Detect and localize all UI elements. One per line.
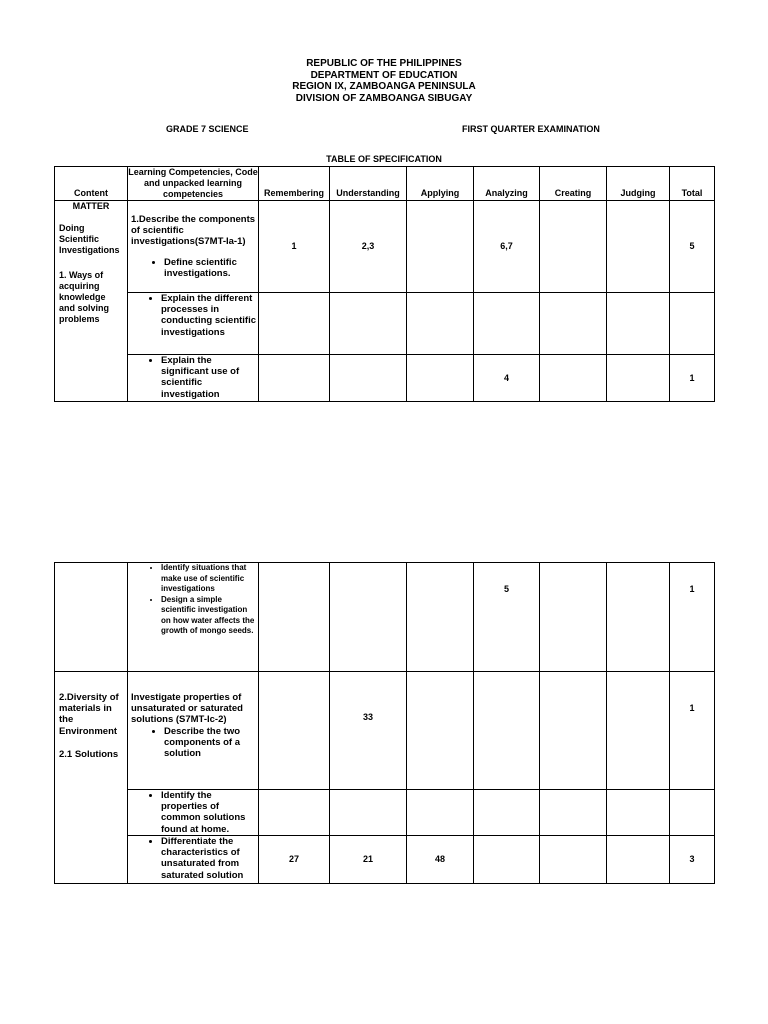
table-row	[55, 672, 715, 790]
cell-analyzing	[474, 790, 540, 836]
cell-applying	[407, 790, 474, 836]
header-total: Total	[670, 167, 715, 201]
cell-understanding	[330, 355, 407, 402]
competency-bullet: • Differentiate the characteristics of unsaturated from saturated solution	[161, 836, 258, 881]
cell-creating	[540, 355, 607, 402]
competency-text: Investigate properties of unsaturated or saturated solutions (S7MT-Ic-2)	[131, 692, 243, 726]
content-subtopic: 1. Ways of acquiring knowledge and solving problems	[59, 270, 110, 324]
table-row	[55, 836, 715, 884]
specification-table-page-1	[54, 166, 715, 402]
competency-bullet: • Define scientific investigations.	[164, 257, 258, 279]
competency-bullet: • Identify situations that make use of scientific investigations	[161, 563, 258, 595]
header-line-4: DIVISION OF ZAMBOANGA SIBUGAY	[295, 92, 473, 104]
cell-remembering	[259, 672, 330, 790]
competency-cell	[128, 836, 259, 884]
cell-total: 1	[670, 355, 715, 402]
cell-applying	[407, 293, 474, 355]
header-remembering: Remembering	[259, 167, 330, 201]
cell-applying	[407, 355, 474, 402]
competency-cell	[128, 563, 259, 672]
cell-creating	[540, 293, 607, 355]
competency-text: 1.Describe the components of scientific investigations(S7MT-Ia-1)	[131, 213, 256, 248]
competency-bullet: • Identify the properties of common solutions found at home.	[161, 790, 258, 835]
header-competencies: Learning Competencies, Code and unpacked learning competencies	[128, 167, 258, 199]
cell-creating	[540, 672, 607, 790]
cell-analyzing	[474, 836, 540, 884]
cell-remembering	[259, 790, 330, 836]
competency-cell	[128, 201, 259, 293]
competency-bullet: • Design a simple scientific investigation on how water affects the growth of mongo seeds.	[161, 595, 258, 637]
cell-analyzing: 4	[474, 355, 540, 402]
competency-bullet: • Explain the different processes in conducting scientific investigations	[161, 293, 258, 338]
header-applying: Applying	[407, 167, 474, 201]
cell-understanding	[330, 293, 407, 355]
cell-analyzing	[474, 293, 540, 355]
cell-total: 5	[670, 201, 715, 293]
content-matter: MATTER	[72, 201, 110, 211]
cell-remembering	[259, 355, 330, 402]
subject-label: GRADE 7 SCIENCE	[166, 124, 249, 134]
header-judging: Judging	[607, 167, 670, 201]
header-line-2: DEPARTMENT OF EDUCATION	[310, 69, 458, 81]
header-understanding: Understanding	[330, 167, 407, 201]
cell-total	[670, 293, 715, 355]
cell-understanding	[330, 563, 407, 672]
cell-applying: 48	[407, 836, 474, 884]
competency-cell	[128, 790, 259, 836]
cell-understanding: 33	[330, 672, 407, 790]
content-cell	[55, 201, 128, 402]
cell-judging	[607, 355, 670, 402]
cell-applying	[407, 672, 474, 790]
cell-analyzing: 6,7	[474, 201, 540, 293]
competency-cell	[128, 293, 259, 355]
cell-total: 1	[670, 672, 715, 790]
document-header	[0, 58, 768, 104]
table-row	[55, 293, 715, 355]
table-row	[55, 790, 715, 836]
cell-creating	[540, 836, 607, 884]
cell-understanding	[330, 790, 407, 836]
cell-remembering	[259, 563, 330, 672]
competency-cell	[128, 355, 259, 402]
competency-bullet: • Explain the significant use of scientific investigation	[161, 355, 258, 400]
cell-total	[670, 790, 715, 836]
specification-table-page-2	[54, 562, 715, 884]
cell-creating	[540, 790, 607, 836]
cell-total: 1	[670, 563, 715, 672]
cell-applying	[407, 563, 474, 672]
header-line-1: REPUBLIC OF THE PHILIPPINES	[306, 58, 462, 69]
cell-judging	[607, 293, 670, 355]
cell-remembering	[259, 293, 330, 355]
content-topic: Doing Scientific Investigations	[59, 223, 120, 255]
competency-bullet: • Describe the two components of a solution	[164, 726, 258, 760]
content-topic: 2.Diversity of materials in the Environment	[59, 692, 119, 737]
content-subtopic: 2.1 Solutions	[59, 748, 119, 760]
competency-cell	[128, 672, 259, 790]
cell-analyzing	[474, 672, 540, 790]
table-row	[55, 201, 715, 293]
header-line-3: REGION IX, ZAMBOANGA PENINSULA	[292, 81, 476, 92]
cell-understanding: 21	[330, 836, 407, 884]
spec-title: TABLE OF SPECIFICATION	[326, 154, 442, 164]
cell-remembering: 27	[259, 836, 330, 884]
cell-analyzing: 5	[474, 563, 540, 672]
cell-judging	[607, 790, 670, 836]
content-cell	[55, 672, 128, 884]
cell-creating	[540, 201, 607, 293]
content-cell	[55, 563, 128, 672]
table-row	[55, 355, 715, 402]
table-header-row	[55, 167, 715, 201]
cell-judging	[607, 563, 670, 672]
table-row	[55, 563, 715, 672]
cell-creating	[540, 563, 607, 672]
header-creating: Creating	[540, 167, 607, 201]
exam-label: FIRST QUARTER EXAMINATION	[462, 124, 600, 134]
cell-judging	[607, 201, 670, 293]
cell-applying	[407, 201, 474, 293]
header-content: Content	[55, 167, 128, 201]
cell-judging	[607, 836, 670, 884]
cell-judging	[607, 672, 670, 790]
header-analyzing: Analyzing	[474, 167, 540, 201]
cell-remembering: 1	[259, 201, 330, 293]
cell-understanding: 2,3	[330, 201, 407, 293]
cell-total: 3	[670, 836, 715, 884]
